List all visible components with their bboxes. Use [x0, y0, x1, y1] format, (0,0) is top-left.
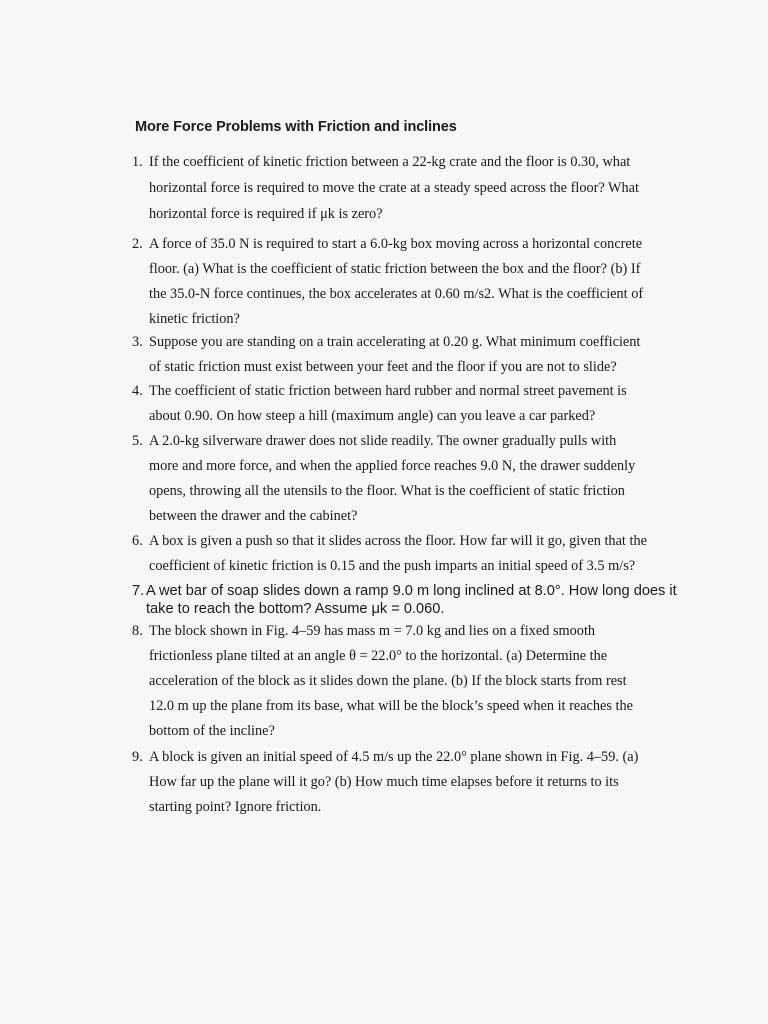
problem-line: about 0.90. On how steep a hill (maximum angle) can you leave a car parked? — [149, 408, 596, 424]
problem-number: 7. — [132, 583, 145, 599]
problem-line: If the coefficient of kinetic friction between a 22-kg crate and the floor is 0.30, what — [149, 154, 631, 170]
problem-line: the 35.0-N force continues, the box accelerates at 0.60 m/s2. What is the coefficient of — [149, 286, 644, 302]
problem-line: coefficient of kinetic friction is 0.15 and the push imparts an initial speed of 3.5 m/s? — [149, 558, 636, 574]
problem-line: acceleration of the block as it slides down the plane. (b) If the block starts from rest — [149, 673, 627, 689]
problem-line: The coefficient of static friction between hard rubber and normal street pavement is — [149, 383, 627, 399]
problem-line: bottom of the incline? — [149, 723, 275, 739]
problem-line: horizontal force is required if μk is zero? — [149, 206, 383, 222]
problem-number: 1. — [132, 154, 143, 170]
problem-line: of static friction must exist between your feet and the floor if you are not to slide? — [149, 359, 617, 375]
problem-number: 5. — [132, 433, 143, 449]
problem-line: 12.0 m up the plane from its base, what will be the block’s speed when it reaches the — [149, 698, 633, 714]
problem-line: A wet bar of soap slides down a ramp 9.0 m long inclined at 8.0°. How long does it — [146, 583, 677, 599]
problem-line: A box is given a push so that it slides across the floor. How far will it go, given that the — [149, 533, 647, 549]
problem-line: floor. (a) What is the coefficient of static friction between the box and the floor? (b) If — [149, 261, 641, 277]
problem-number: 9. — [132, 749, 143, 765]
problem-line: Suppose you are standing on a train accelerating at 0.20 g. What minimum coefficient — [149, 334, 641, 350]
problem-line: A force of 35.0 N is required to start a 6.0-kg box moving across a horizontal concrete — [149, 236, 643, 252]
problem-number: 2. — [132, 236, 143, 252]
problem-number: 4. — [132, 383, 143, 399]
problem-line: more and more force, and when the applied force reaches 9.0 N, the drawer suddenly — [149, 458, 636, 474]
problem-line: opens, throwing all the utensils to the floor. What is the coefficient of static friction — [149, 483, 625, 499]
problem-line: How far up the plane will it go? (b) How much time elapses before it returns to its — [149, 774, 619, 790]
problem-line: frictionless plane tilted at an angle θ = 22.0° to the horizontal. (a) Determine the — [149, 648, 608, 664]
page-title: More Force Problems with Friction and inclines — [135, 119, 457, 135]
problem-line: between the drawer and the cabinet? — [149, 508, 358, 524]
problem-line: starting point? Ignore friction. — [149, 799, 322, 815]
problem-line: kinetic friction? — [149, 311, 240, 327]
problem-line: A block is given an initial speed of 4.5 m/s up the 22.0° plane shown in Fig. 4–59. (a) — [149, 749, 639, 765]
problem-number: 8. — [132, 623, 143, 639]
problem-number: 6. — [132, 533, 143, 549]
problem-number: 3. — [132, 334, 143, 350]
problem-line: horizontal force is required to move the crate at a steady speed across the floor? What — [149, 180, 639, 196]
problem-line: The block shown in Fig. 4–59 has mass m = 7.0 kg and lies on a fixed smooth — [149, 623, 596, 639]
problem-line: take to reach the bottom? Assume μk = 0.060. — [146, 601, 445, 617]
problem-line: A 2.0-kg silverware drawer does not slide readily. The owner gradually pulls with — [149, 433, 617, 449]
